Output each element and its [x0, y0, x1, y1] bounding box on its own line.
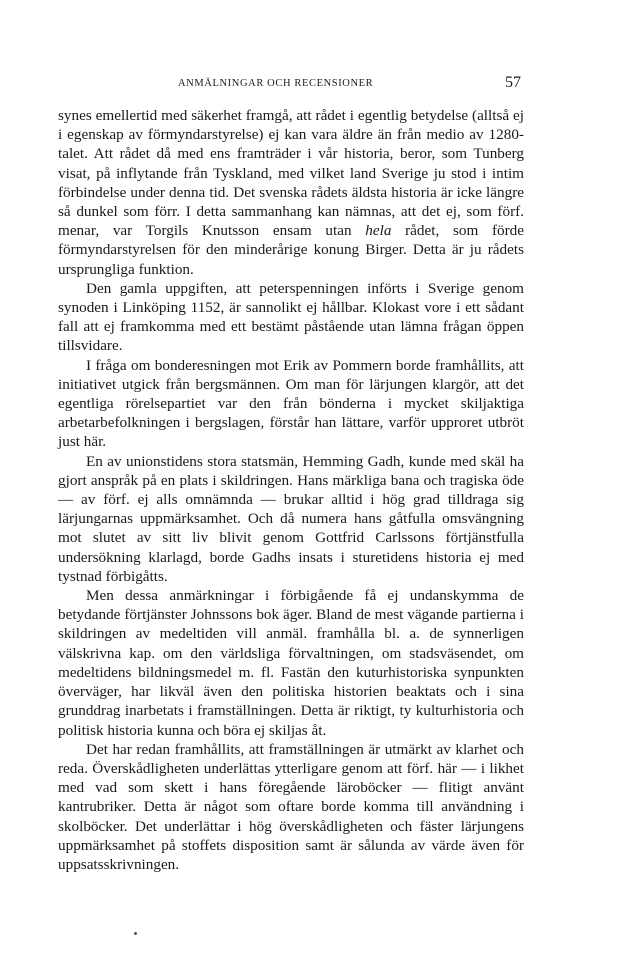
paragraph-text: I fråga om bonderesningen mot Erik av Pommern borde framhållits, att initiativet utgick från bergsmännen. Om man för lärjungen klargör, att det egentliga rörelsepartiet var den från bönderna i mycket skiljaktiga arbetarbefolkningen i bergslagen, förstår han lättare, varför upproret utbröt just här.: [58, 356, 524, 451]
paragraph-6: [58, 740, 524, 874]
paragraph-text: Det har redan framhållits, att framställningen är utmärkt av klarhet och reda. Överskådligheten underlättas ytterligare genom att förf. här — i likhet med vad som skett i hans föregående läroböcker — flitigt använt kantrubriker. Detta är något som oftare borde komma till användning i skolböcker. Det underlättar i hög överskådligheten och fäster lärjungens uppmärksamhet på stoffets disposition samt är sålunda av värde även för uppsatsskrivningen.: [58, 740, 524, 873]
paragraph-2: [58, 279, 524, 356]
paragraph-text: synes emellertid med säkerhet framgå, att rådet i egentlig betydelse (alltså ej i egenskap av förmyndarstyrelse) ej kan vara äldre än från medio av 1280-talet. Att rådet då med ens framträder i vår historia, beror, som Tunberg visat, på inflytande från Tyskland, med vilket land Sverige ju stod i intim förbindelse under denna tid. Det svenska rådets äldsta historia är icke längre så dunkel som förr. I detta sammanhang kan nämnas, att det ej, som förf. menar, var Torgils Knutsson ensam utan: [58, 107, 524, 240]
paragraph-4: [58, 452, 524, 586]
paragraph-text: rådet, som förde förmyndarstyrelsen för den minderårige konung Birger. Detta är ju rådets ursprungliga funktion.: [58, 222, 525, 278]
paragraph-1: [58, 106, 524, 279]
paragraph-5: [58, 586, 524, 740]
body-text: [58, 106, 524, 874]
paragraph-text: Den gamla uppgiften, att peterspenningen införts i Sverige genom synoden i Linköping 1152, är sannolikt ej hållbar. Klokast vore i ett sådant fall att ej framkomma med ett bestämt påstående utan lämna frågan öppen tillsvidare.: [58, 279, 524, 355]
print-speck: [134, 932, 137, 935]
emphasized-word: hela: [365, 222, 392, 240]
running-head: [58, 76, 523, 94]
running-title: ANMÄLNINGAR OCH RECENSIONER: [178, 78, 374, 89]
paragraph-text: Men dessa anmärkningar i förbigående få ej undanskymma de betydande förtjänster Johnssons bok äger. Bland de mest vägande partierna i skildringen av medeltiden vill anmäl. framhålla bl. a. de synnerligen välskrivna kap. om den världsliga förvaltningen, om stadsväsendet, om medeltidens bildningsmedel m. fl. Fastän den kuturhistoriska synpunkten överväger, har likväl även den politiska historien beaktats och i sina grunddrag inarbetats i framställningen. Detta är riktigt, ty kulturhistoria och politisk historia kunna och böra ej skiljas åt.: [58, 587, 524, 739]
paragraph-3: [58, 356, 524, 452]
page-number: 57: [505, 74, 521, 91]
paragraph-text: En av unionstidens stora statsmän, Hemming Gadh, kunde med skäl ha gjort anspråk på en plats i skildringen. Hans märkliga bana och tragiska öde — av förf. ej alls omnämnda — brukar alltid i hög grad tilldraga sig lärjungarnas uppmärksamhet. Och då numera hans gåtfulla omsvängning mot slutet av sitt liv blivit genom Gottfrid Carlssons förtjänstfulla undersökning klarlagd, borde Gadhs insats i sturetidens historia ej med tystnad förbigåtts.: [58, 452, 524, 585]
